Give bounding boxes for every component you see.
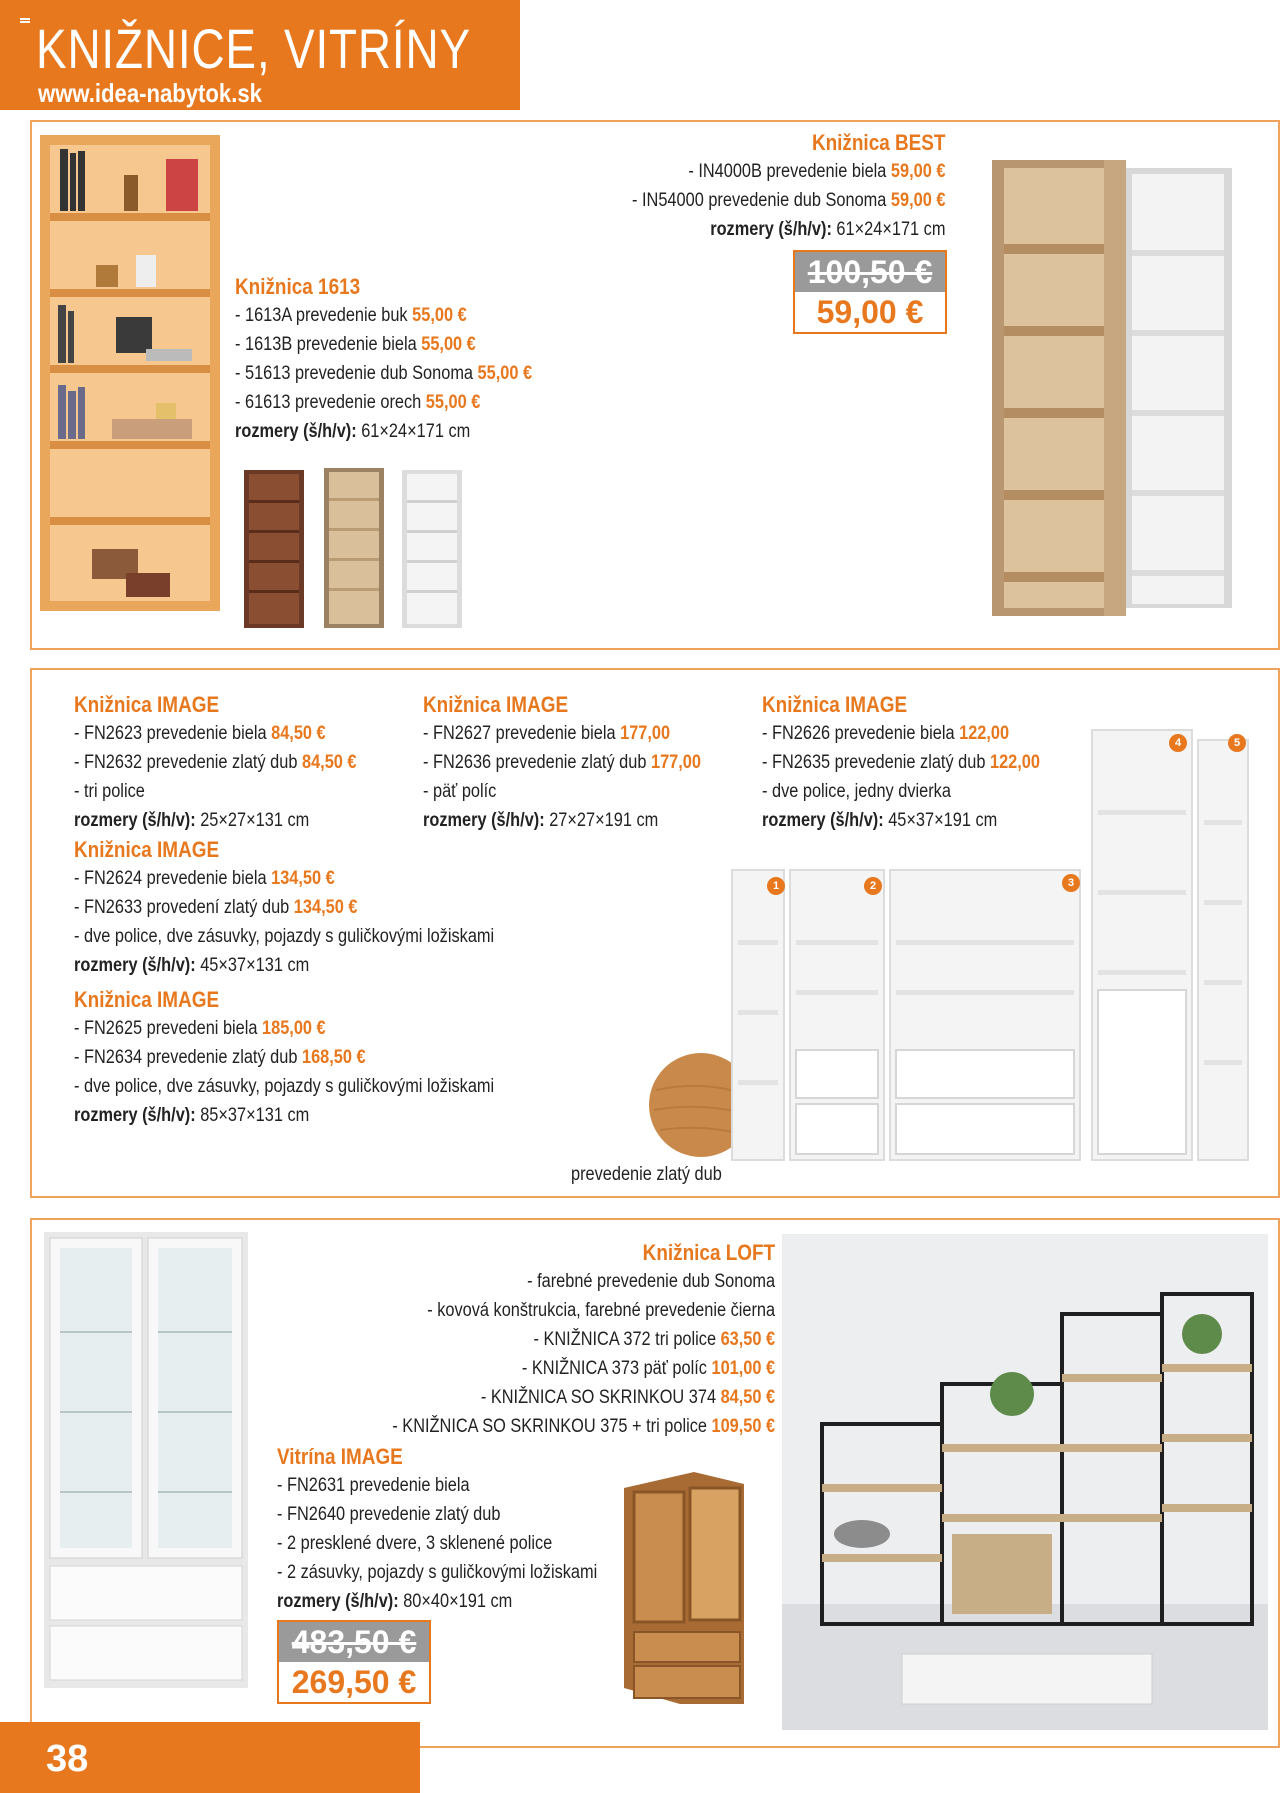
dims-value: 61×24×171 cm [356, 421, 471, 442]
list-item [74, 893, 494, 922]
bookcase-1613-sonoma-image [324, 468, 386, 630]
list-item [74, 777, 357, 806]
list-item [277, 1529, 597, 1558]
list-item [235, 301, 532, 330]
loft-title: Knižnica LOFT [642, 1240, 775, 1265]
k1613-line-price: 55,00 € [477, 363, 533, 384]
badge-2: 2 [864, 877, 882, 895]
line-text: - 2 zásuvky, pojazdy s guličkovými ložiskami [277, 1562, 598, 1583]
list-item [277, 1558, 597, 1587]
line-text: - FN2635 prevedenie zlatý dub [762, 752, 990, 773]
k1613-line-text: - 1613A prevedenie buk [235, 305, 413, 326]
header-url[interactable]: www.idea-nabytok.sk [38, 78, 262, 108]
list-item [632, 186, 945, 215]
line-text: - FN2631 prevedenie biela [277, 1475, 470, 1496]
dims-label: rozmery (š/h/v): [235, 421, 357, 442]
dims-label: rozmery (š/h/v): [423, 810, 545, 831]
bookcase-1613-walnut-image [244, 470, 306, 630]
new-price: 59,00 € [816, 294, 924, 330]
dims-value: 45×37×131 cm [195, 955, 310, 976]
vitrina-price-box [277, 1620, 431, 1704]
best-line-price: 59,00 € [890, 190, 945, 211]
list-item [235, 330, 532, 359]
k1613-dims [235, 417, 532, 446]
dims-label: rozmery (š/h/v): [762, 810, 884, 831]
image1-text-block [74, 690, 357, 835]
line-text: - KNIŽNICA SO SKRINKOU 375 + tri police [392, 1416, 712, 1437]
list-item [235, 359, 532, 388]
line-text: - KNIŽNICA SO SKRINKOU 374 [480, 1387, 721, 1408]
dims-label: rozmery (š/h/v): [277, 1591, 399, 1612]
line-text: - KNIŽNICA 372 tri police [533, 1329, 721, 1350]
line-text: - FN2633 provedení zlatý dub [74, 897, 294, 918]
line-price: 63,50 € [720, 1329, 775, 1350]
list-item [392, 1267, 775, 1296]
dims-label: rozmery (š/h/v): [74, 810, 196, 831]
vitrina-golden-oak-image [624, 1468, 754, 1708]
k1613-title: Knižnica 1613 [235, 274, 361, 299]
k1613-line-text: - 1613B prevedenie biela [235, 334, 422, 355]
line-price: 109,50 € [711, 1416, 775, 1437]
dims-value: 80×40×191 cm [398, 1591, 513, 1612]
image5-title: Knižnica IMAGE [74, 987, 220, 1012]
image4-title: Knižnica IMAGE [74, 837, 220, 862]
dims-value: 45×37×191 cm [883, 810, 998, 831]
bookcase-1613-white-image [402, 470, 464, 630]
line-text: - FN2624 prevedenie biela [74, 868, 272, 889]
image5-text-block [74, 985, 494, 1130]
loft-room-photo [782, 1234, 1268, 1730]
line-text: - tri police [74, 781, 145, 802]
vitrina-dims [277, 1587, 597, 1616]
best-dims [632, 215, 945, 244]
line-price: 177,00 [620, 723, 671, 744]
k1613-line-price: 55,00 € [421, 334, 476, 355]
line-price: 101,00 € [711, 1358, 775, 1379]
line-price: 134,50 € [271, 868, 335, 889]
vitrina-text-block [277, 1442, 597, 1616]
best-price-box [793, 250, 947, 334]
list-item [423, 777, 701, 806]
list-item [74, 748, 357, 777]
line-price: 177,00 [650, 752, 701, 773]
vitrina-image-image [42, 1232, 252, 1692]
image1-title: Knižnica IMAGE [74, 692, 220, 717]
k1613-line-price: 55,00 € [412, 305, 467, 326]
line-price: 168,50 € [301, 1047, 366, 1068]
list-item [423, 719, 701, 748]
bookcase-1613-beech-image [36, 135, 226, 615]
badge-5: 5 [1228, 734, 1246, 752]
bookcase-best-image [992, 160, 1242, 620]
swatch-label: prevedenie zlatý dub [571, 1164, 722, 1185]
list-item [74, 864, 494, 893]
k1613-line-text: - 61613 prevedenie orech [235, 392, 426, 413]
line-text: - FN2632 prevedenie zlatý dub [74, 752, 302, 773]
badge-3: 3 [1062, 874, 1080, 892]
vitrina-title: Vitrína IMAGE [277, 1444, 403, 1469]
image-series-bookcases-image [730, 720, 1250, 1170]
list-item [235, 388, 532, 417]
list-item [74, 1043, 494, 1072]
list-item [392, 1325, 775, 1354]
list-item [423, 748, 701, 777]
image5-dims [74, 1101, 494, 1130]
dims-value: 27×27×191 cm [544, 810, 659, 831]
list-item [74, 719, 357, 748]
line-text: - päť políc [423, 781, 497, 802]
line-price: 84,50 € [271, 723, 326, 744]
page-title: KNIŽNICE, VITRÍNY [36, 17, 471, 80]
line-text: - KNIŽNICA 373 päť políc [521, 1358, 712, 1379]
dims-value: 85×37×131 cm [195, 1105, 310, 1126]
image4-text-block [74, 835, 494, 980]
list-item [392, 1296, 775, 1325]
image2-dims [423, 806, 701, 835]
line-text: - dve police, dve zásuvky, pojazdy s guličkovými ložiskami [74, 926, 495, 947]
dims-label: rozmery (š/h/v): [74, 1105, 196, 1126]
line-text: - FN2640 prevedenie zlatý dub [277, 1504, 501, 1525]
line-price: 185,00 € [262, 1018, 326, 1039]
badge-1: 1 [767, 877, 785, 895]
image2-text-block [423, 690, 701, 835]
dims-value: 25×27×131 cm [195, 810, 310, 831]
dims-label: rozmery (š/h/v): [709, 219, 832, 240]
loft-text-block [392, 1238, 775, 1441]
k1613-line-text: - 51613 prevedenie dub Sonoma [235, 363, 478, 384]
old-price: 100,50 € [795, 252, 945, 292]
best-line-price: 59,00 € [890, 161, 945, 182]
best-line-text: - IN4000B prevedenie biela [687, 161, 891, 182]
image2-title: Knižnica IMAGE [423, 692, 569, 717]
line-text: - FN2626 prevedenie biela [762, 723, 960, 744]
list-item [392, 1383, 775, 1412]
list-item [632, 157, 945, 186]
dims-label: rozmery (š/h/v): [74, 955, 196, 976]
badge-4: 4 [1169, 734, 1187, 752]
k1613-text-block [235, 272, 532, 446]
line-text: - FN2636 prevedenie zlatý dub [423, 752, 651, 773]
line-price: 84,50 € [301, 752, 357, 773]
line-text: - kovová konštrukcia, farebné prevedenie čierna [427, 1300, 775, 1321]
list-item [392, 1354, 775, 1383]
menu-icon[interactable] [20, 18, 30, 26]
list-item [74, 922, 494, 951]
line-text: - FN2627 prevedenie biela [423, 723, 621, 744]
line-text: - dve police, jedny dvierka [762, 781, 951, 802]
list-item [74, 1072, 494, 1101]
page-number: 38 [46, 1738, 89, 1780]
list-item [277, 1500, 597, 1529]
line-price: 122,00 [989, 752, 1040, 773]
list-item [277, 1471, 597, 1500]
line-text: - FN2625 prevedeni biela [74, 1018, 263, 1039]
image1-dims [74, 806, 357, 835]
list-item [392, 1412, 775, 1441]
k1613-line-price: 55,00 € [425, 392, 481, 413]
image4-dims [74, 951, 494, 980]
list-item [74, 1014, 494, 1043]
image3-title: Knižnica IMAGE [762, 692, 908, 717]
line-text: - farebné prevedenie dub Sonoma [526, 1271, 775, 1292]
line-text: - dve police, dve zásuvky, pojazdy s guličkovými ložiskami [74, 1076, 495, 1097]
old-price: 483,50 € [279, 1622, 429, 1662]
best-line-text: - IN54000 prevedenie dub Sonoma [631, 190, 891, 211]
line-price: 84,50 € [720, 1387, 775, 1408]
best-title: Knižnica BEST [811, 130, 945, 155]
line-text: - FN2623 prevedenie biela [74, 723, 272, 744]
new-price: 269,50 € [291, 1664, 417, 1700]
line-price: 122,00 [959, 723, 1010, 744]
line-price: 134,50 € [293, 897, 358, 918]
line-text: - 2 presklené dvere, 3 sklenené police [277, 1533, 553, 1554]
dims-value: 61×24×171 cm [831, 219, 945, 240]
best-text-block [632, 128, 945, 244]
line-text: - FN2634 prevedenie zlatý dub [74, 1047, 302, 1068]
